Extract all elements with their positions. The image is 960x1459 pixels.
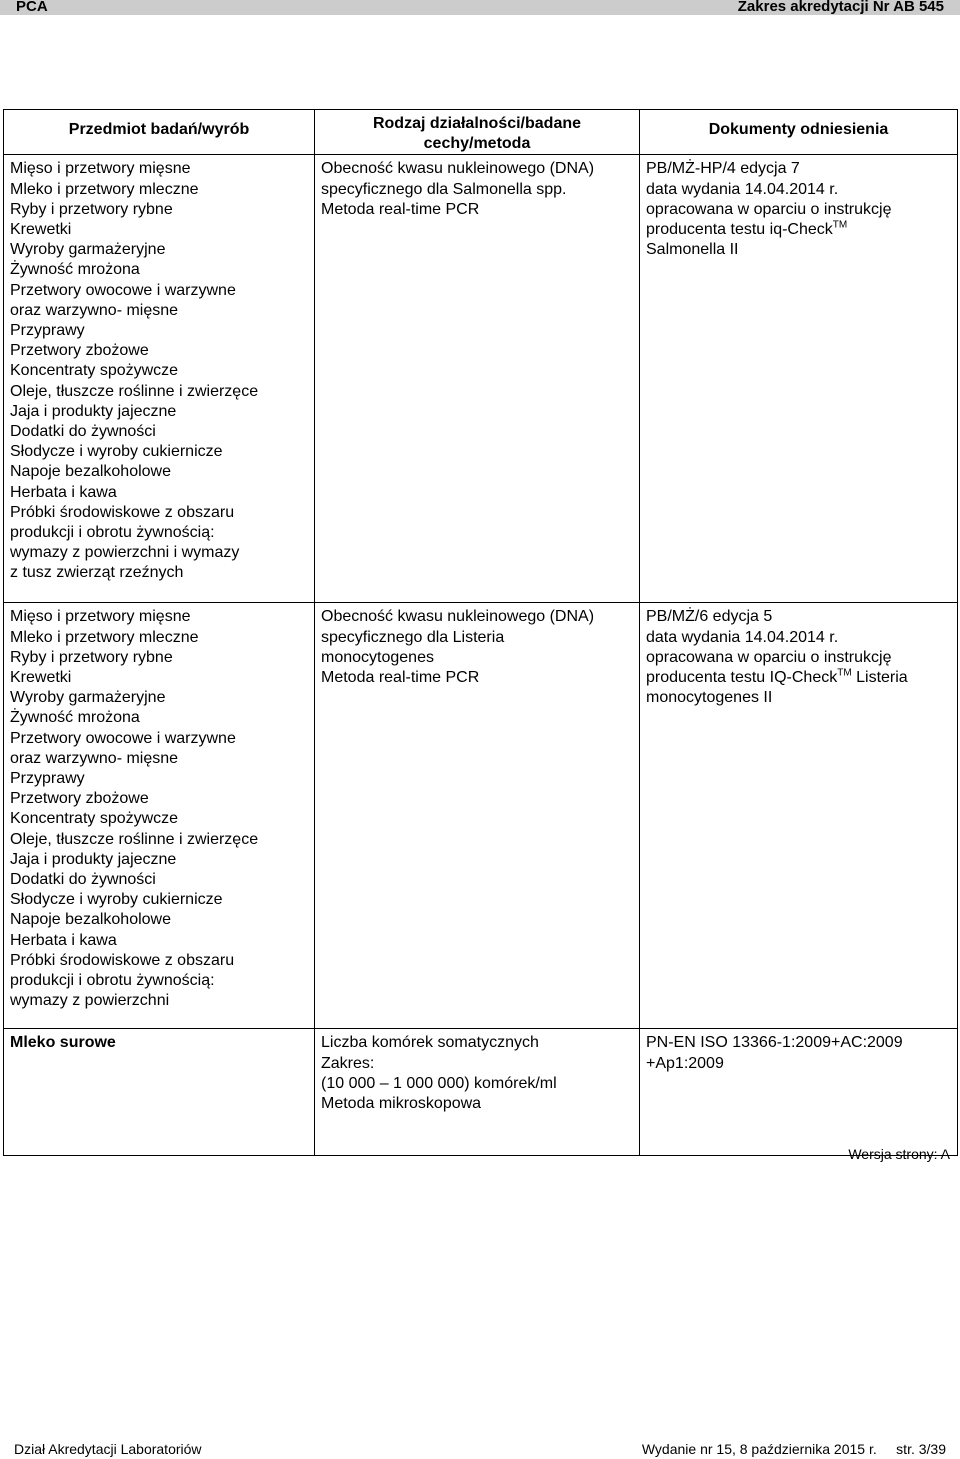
method-line: Zakres: [321, 1054, 375, 1072]
method-line: monocytogenes [321, 648, 434, 666]
footer-left: Dział Akredytacji Laboratoriów [14, 1441, 202, 1457]
method-line: Metoda real-time PCR [321, 669, 480, 687]
doc-line: PN-EN ISO 13366-1:2009+AC:2009 [646, 1034, 903, 1052]
list-item: Koncentraty spożywcze [10, 362, 179, 380]
list-item: Mleko i przetwory mleczne [10, 180, 199, 198]
list-item: Mleko i przetwory mleczne [10, 628, 199, 646]
docs-cell [640, 155, 958, 603]
list-item: Wyroby garmażeryjne [10, 689, 166, 707]
list-item: Krewetki [10, 221, 72, 239]
trademark-sup: TM [837, 667, 852, 679]
column-header-docs: Dokumenty odniesienia [640, 110, 958, 155]
table-row [4, 603, 958, 1029]
method-line: specyficznego dla Listeria [321, 628, 505, 646]
method-line: Metoda mikroskopowa [321, 1095, 482, 1113]
method-line: Obecność kwasu nukleinowego (DNA) [321, 160, 595, 178]
table-header-row [4, 110, 958, 155]
list-item: Słodycze i wyroby cukiernicze [10, 443, 223, 461]
list-item: Próbki środowiskowe z obszaru [10, 503, 235, 521]
method-line: (10 000 – 1 000 000) komórek/ml [321, 1074, 557, 1092]
header-right: Zakres akredytacji Nr AB 545 [737, 0, 944, 15]
method-line: Obecność kwasu nukleinowego (DNA) [321, 608, 595, 626]
method-line: Metoda real-time PCR [321, 200, 480, 218]
docs-cell [640, 603, 958, 1029]
list-item: Mięso i przetwory mięsne [10, 160, 191, 178]
method-cell [315, 155, 640, 603]
list-item: Przyprawy [10, 770, 85, 788]
doc-line: producenta testu iq-Check™ [646, 219, 848, 239]
method-cell [315, 1029, 640, 1156]
list-item: Próbki środowiskowe z obszaru [10, 951, 235, 969]
trademark-sup: TM [832, 219, 848, 231]
list-item: Przetwory owocowe i warzywne [10, 281, 236, 299]
doc-line: data wydania 14.04.2014 r. [646, 180, 839, 198]
method-line: Liczba komórek somatycznych [321, 1034, 539, 1052]
list-item: Żywność mrożona [10, 261, 140, 279]
method-cell [315, 603, 640, 1029]
list-item: oraz warzywno- mięsne [10, 749, 179, 767]
list-item: Wyroby garmażeryjne [10, 241, 166, 259]
list-item: Słodycze i wyroby cukiernicze [10, 891, 223, 909]
list-item: Żywność mrożona [10, 709, 140, 727]
list-item: wymazy z powierzchni i wymazy [10, 544, 240, 562]
list-item: Przetwory zbożowe [10, 790, 149, 808]
doc-line: monocytogenes II [646, 689, 773, 707]
footer-right: Wydanie nr 15, 8 października 2015 r. str. 3/39 [641, 1441, 946, 1457]
method-line: specyficznego dla Salmonella spp. [321, 180, 567, 198]
list-item: oraz warzywno- mięsne [10, 301, 179, 319]
list-item: Jaja i produkty jajeczne [10, 402, 177, 420]
page-header [0, 0, 960, 15]
list-item: Jaja i produkty jajeczne [10, 850, 177, 868]
doc-line: opracowana w oparciu o instrukcję [646, 648, 892, 666]
doc-line: data wydania 14.04.2014 r. [646, 628, 839, 646]
doc-line: PB/MŻ-HP/4 edycja 7 [646, 160, 800, 178]
list-item: Oleje, tłuszcze roślinne i zwierzęce [10, 830, 259, 848]
list-item: Herbata i kawa [10, 483, 117, 501]
list-item: wymazy z powierzchni [10, 992, 170, 1010]
list-item: Mięso i przetwory mięsne [10, 608, 191, 626]
list-item: Przetwory owocowe i warzywne [10, 729, 236, 747]
subject-cell [4, 155, 315, 603]
doc-line: Salmonella II [646, 241, 739, 259]
list-item: Mleko surowe [10, 1034, 116, 1052]
header-left: PCA [16, 0, 48, 15]
subject-cell [4, 1029, 315, 1156]
list-item: Ryby i przetwory rybne [10, 200, 173, 218]
column-header-subject: Przedmiot badań/wyrób [4, 110, 315, 155]
list-item: Dodatki do żywności [10, 871, 156, 889]
list-item: Przetwory zbożowe [10, 342, 149, 360]
list-item: Oleje, tłuszcze roślinne i zwierzęce [10, 382, 259, 400]
list-item: Ryby i przetwory rybne [10, 648, 173, 666]
subject-cell [4, 603, 315, 1029]
table-row [4, 155, 958, 603]
list-item: produkcji i obrotu żywnością: [10, 972, 215, 990]
page-version: Wersja strony: A [848, 1146, 950, 1162]
docs-cell [640, 1029, 958, 1156]
list-item: Herbata i kawa [10, 931, 117, 949]
list-item: Napoje bezalkoholowe [10, 463, 171, 481]
doc-line: opracowana w oparciu o instrukcję [646, 200, 892, 218]
table-row [4, 1029, 958, 1156]
doc-line: producenta testu IQ-Check™ Listeria [646, 667, 908, 687]
accreditation-table [3, 109, 958, 1156]
list-item: Krewetki [10, 669, 72, 687]
doc-line: +Ap1:2009 [646, 1054, 724, 1072]
list-item: Napoje bezalkoholowe [10, 911, 171, 929]
column-header-method: Rodzaj działalności/badane cechy/metoda [315, 110, 640, 155]
list-item: z tusz zwierząt rzeźnych [10, 564, 184, 582]
list-item: Przyprawy [10, 322, 85, 340]
list-item: Koncentraty spożywcze [10, 810, 179, 828]
list-item: produkcji i obrotu żywnością: [10, 524, 215, 542]
list-item: Dodatki do żywności [10, 423, 156, 441]
doc-line: PB/MŻ/6 edycja 5 [646, 608, 773, 626]
